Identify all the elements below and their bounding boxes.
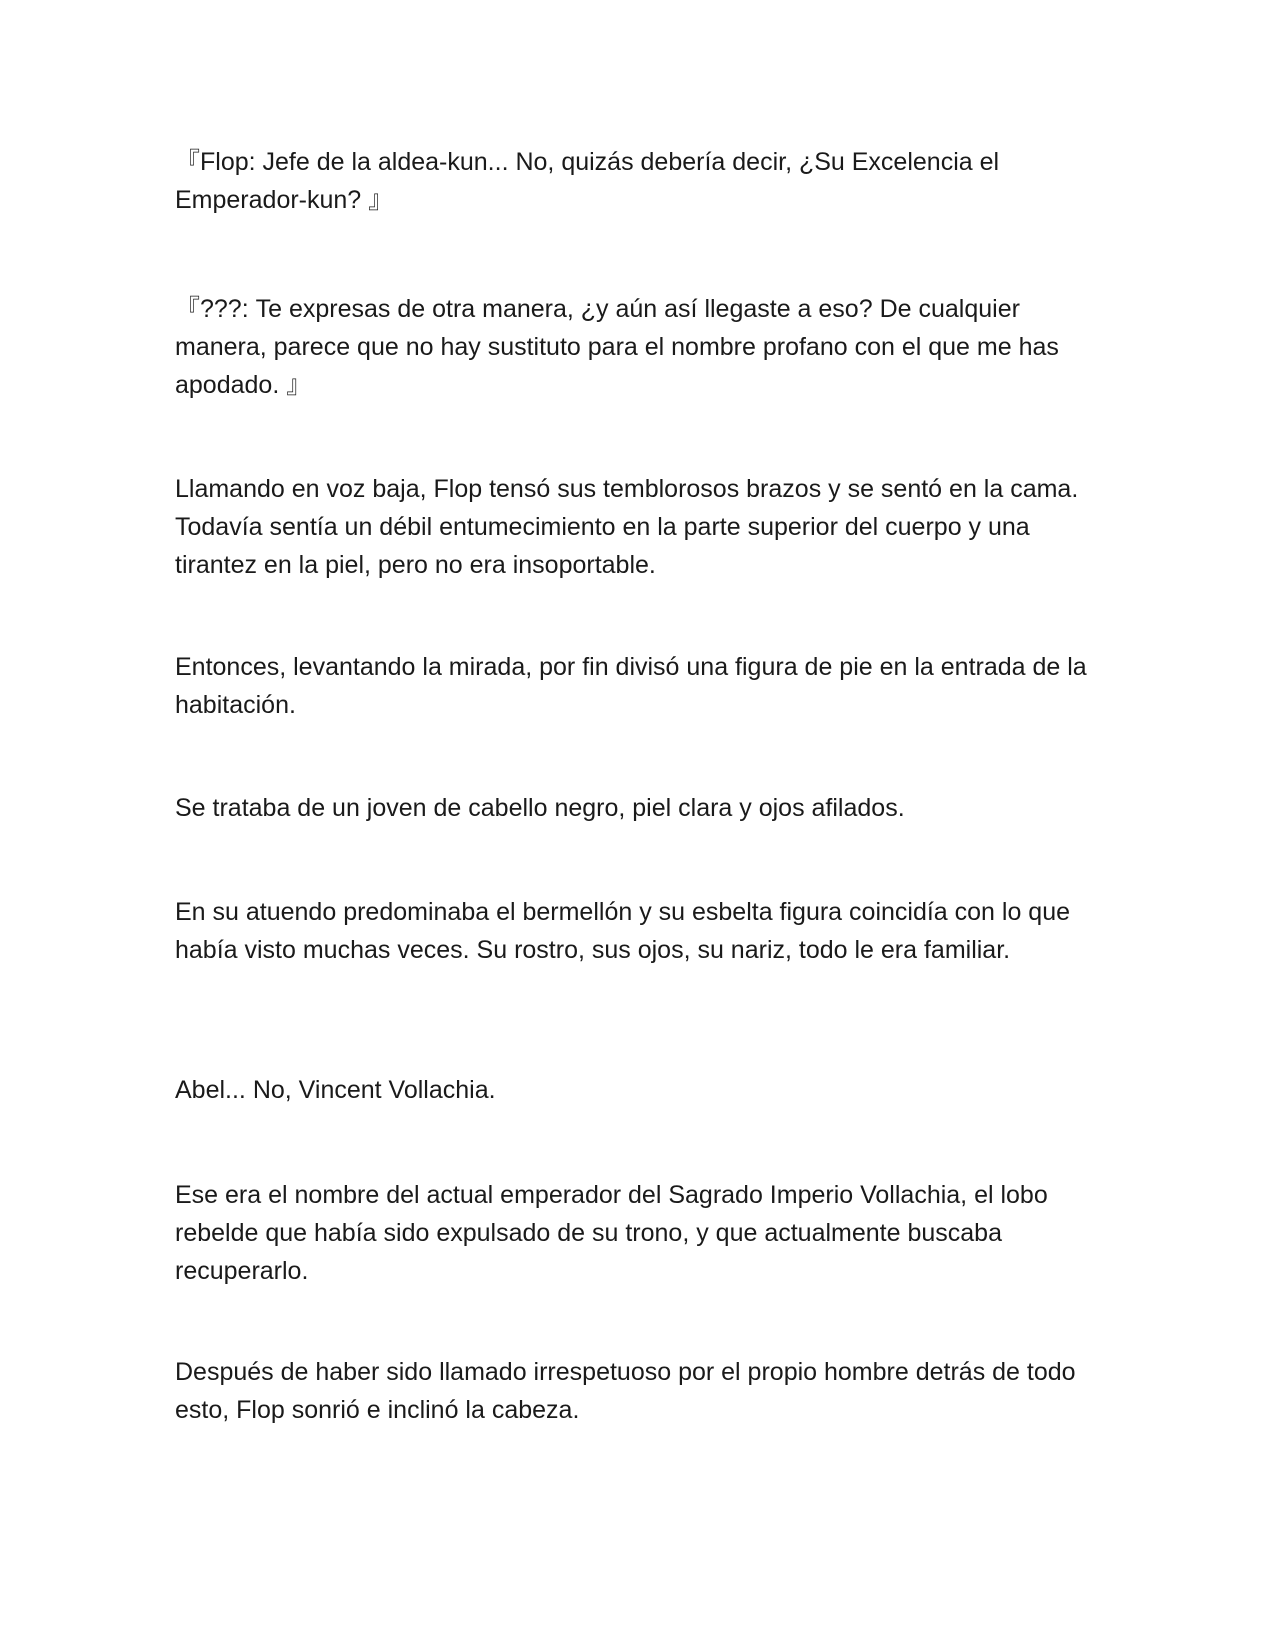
narration-paragraph-3: Se trataba de un joven de cabello negro, piel clara y ojos afilados.	[175, 794, 905, 822]
narration-paragraph-7: Después de haber sido llamado irrespetuoso por el propio hombre detrás de todo esto, Flop sonrió e inclinó la cabeza.	[175, 1358, 1076, 1424]
dialogue-paragraph-unknown: 『???: Te expresas de otra manera, ¿y aún así llegaste a eso? De cualquier manera, parece que no hay sustituto para el nombre profano con el que me has apodado. 』	[175, 295, 1059, 399]
narration-paragraph-5: Abel... No, Vincent Vollachia.	[175, 1076, 496, 1104]
narration-paragraph-6: Ese era el nombre del actual emperador del Sagrado Imperio Vollachia, el lobo rebelde que había sido expulsado de su trono, y que actualmente buscaba recuperarlo.	[175, 1181, 1048, 1285]
narration-paragraph-4: En su atuendo predominaba el bermellón y su esbelta figura coincidía con lo que había visto muchas veces. Su rostro, sus ojos, su nariz, todo le era familiar.	[175, 898, 1071, 964]
narration-paragraph-2: Entonces, levantando la mirada, por fin divisó una figura de pie en la entrada de la habitación.	[175, 653, 1087, 719]
dialogue-paragraph-flop: 『Flop: Jefe de la aldea-kun... No, quizás debería decir, ¿Su Excelencia el Emperador-kun? 』	[175, 148, 1000, 214]
narration-paragraph-1: Llamando en voz baja, Flop tensó sus temblorosos brazos y se sentó en la cama. Todavía sentía un débil entumecimiento en la parte superior del cuerpo y una tirantez en la piel, pero no era insoportable.	[175, 475, 1079, 579]
